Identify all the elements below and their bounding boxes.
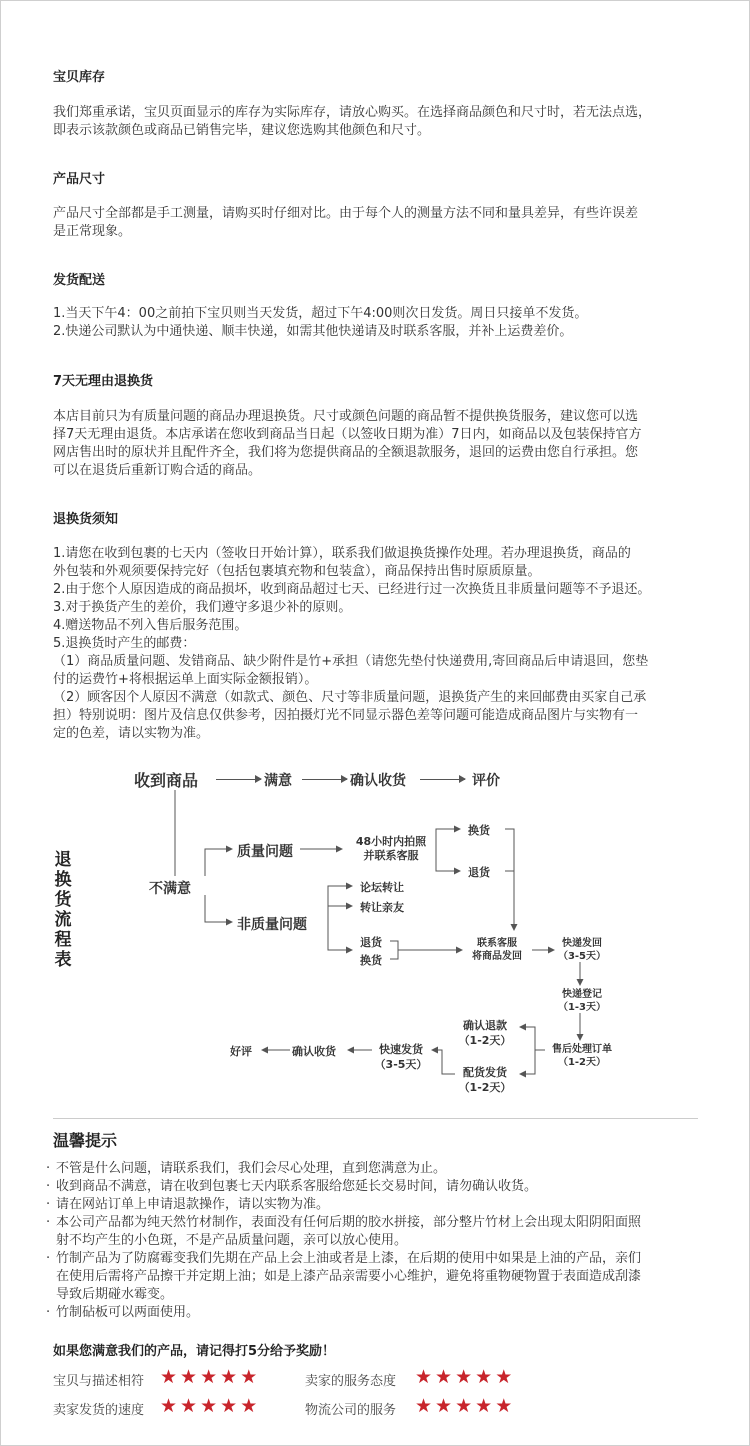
- rating-stars: [415, 1368, 515, 1387]
- flow-after-sale-label: 售后处理订单: [552, 1044, 612, 1055]
- tip-item: [44, 1250, 704, 1304]
- tip-item: [44, 1304, 704, 1322]
- tip-item: [44, 1178, 704, 1196]
- rating-stars: [160, 1368, 260, 1387]
- text-line: 是正常现象。: [53, 224, 132, 239]
- section-body-size: [53, 205, 698, 241]
- text-line: 1.当天下午4：00之前拍下宝贝则当天发货，超过下午4:00则次日发货。周日只接单不发货。: [53, 306, 588, 321]
- star-icon: ★: [415, 1395, 436, 1417]
- star-icon: ★: [475, 1366, 496, 1388]
- flow-satisfied: 满意: [264, 773, 292, 789]
- text-line: 外包装和外观须要保持完好（包括包裹填充物和包装盒），商品保持出售时原质原量。: [53, 564, 541, 579]
- flow-contact-cs: [462, 937, 532, 963]
- text-line: 本店目前只为有质量问题的商品办理退换货。尺寸或颜色问题的商品暂不提供换货服务，建议您可以选: [53, 409, 639, 424]
- star-icon: ★: [475, 1395, 496, 1417]
- flow-good-review: 好评: [230, 1045, 252, 1058]
- section-title-size: 产品尺寸: [53, 172, 106, 187]
- tip-line: · 收到商品不满意，请在收到包裹七天内联系客服给您延长交易时间，请勿确认收货。: [56, 1179, 538, 1194]
- tip-line: · 不管是什么问题，请联系我们，我们会尽心处理，直到您满意为止。: [56, 1161, 447, 1176]
- star-icon: ★: [240, 1395, 261, 1417]
- reward-text: 如果您满意我们的产品，请记得打5分给予奖励！: [53, 1344, 336, 1359]
- flow-confirm-receipt: 确认收货: [350, 773, 406, 789]
- text-line: 择7天无理由退货。本店承诺在您收到商品当日起（以签收日期为准）7日内，如商品以及包装保持官方: [53, 427, 642, 442]
- arrow-right: [216, 779, 261, 780]
- flow-express-register-days: （1-3天）: [557, 1002, 607, 1013]
- flow-return: 退货: [468, 866, 490, 879]
- text-line: 网店售出时的原状并且配件齐全，我们将为您提供商品的全额退款服务，退回的运费由您自行承担。您: [53, 445, 639, 460]
- section-title-stock: 宝贝库存: [53, 70, 106, 85]
- flow-express-send-days: （3-5天）: [557, 951, 607, 962]
- flow-confirm-receipt2: 确认收货: [292, 1045, 336, 1058]
- section-title-notice: 退换货须知: [53, 512, 119, 527]
- text-line: （2）顾客因个人原因不满意（如款式、颜色、尺寸等非质量问题，退换货产生的来回邮费由买家自己承: [53, 690, 647, 705]
- star-icon: ★: [180, 1395, 201, 1417]
- star-icon: ★: [455, 1366, 476, 1388]
- flow-photo-48h-line2: 并联系客服: [363, 849, 419, 862]
- flow-forum: 论坛转让: [360, 881, 404, 894]
- tip-line: · 竹制砧板可以两面使用。: [56, 1305, 200, 1320]
- tip-item: [44, 1160, 704, 1178]
- tip-line: · 本公司产品都为纯天然竹材制作，表面没有任何后期的胶水拼接，部分整片竹材上会出现太阳阴阳面照: [56, 1215, 642, 1230]
- flow-non-quality-issue: 非质量问题: [237, 917, 307, 933]
- star-icon: ★: [200, 1366, 221, 1388]
- flow-transfer: 转让亲友: [360, 901, 404, 914]
- flow-express-send-label: 快递发回: [562, 938, 602, 949]
- tip-line: 射不均产生的小色斑，不是产品质量问题，亲可以放心使用。: [56, 1233, 408, 1248]
- flow-exchange2: 换货: [360, 954, 382, 967]
- text-line: 5.退换货时产生的邮费：: [53, 636, 196, 651]
- flow-express-ship-days: （3-5天）: [374, 1058, 428, 1071]
- flow-title: 退换货流程表: [54, 850, 72, 970]
- arrow-right: [420, 779, 465, 780]
- flow-after-sale-days: （1-2天）: [557, 1057, 607, 1068]
- flow-photo-48h-line1: 48小时内拍照: [355, 835, 427, 848]
- text-line: 2.由于您个人原因造成的商品损坏，收到商品超过七天、已经进行过一次换货且非质量问题等不予退还。: [53, 582, 651, 597]
- text-line: 产品尺寸全部都是手工测量，请购买时仔细对比。由于每个人的测量方法不同和量具差异，有些许误差: [53, 206, 639, 221]
- flow-photo-48h: [348, 835, 434, 863]
- flow-received: 收到商品: [134, 771, 199, 790]
- flow-express-ship-label: 快速发货: [379, 1043, 423, 1056]
- star-icon: ★: [415, 1366, 436, 1388]
- flow-ship-replacement-days: （1-2天）: [458, 1081, 512, 1094]
- tip-line: · 请在网站订单上申请退款操作，请以实物为准。: [56, 1197, 330, 1212]
- tip-line: · 竹制产品为了防腐霉变我们先期在产品上会上油或者是上漆，在后期的使用中如果是上油的产品，亲们: [56, 1251, 642, 1266]
- star-icon: ★: [455, 1395, 476, 1417]
- flow-confirm-refund-label: 确认退款: [463, 1019, 507, 1032]
- star-icon: ★: [240, 1366, 261, 1388]
- rating-stars: [160, 1397, 260, 1416]
- rating-label: 物流公司的服务: [305, 1403, 397, 1418]
- section-title-shipping: 发货配送: [53, 273, 106, 288]
- flow-express-ship: [370, 1042, 432, 1072]
- tips-list: [44, 1160, 704, 1322]
- rating-label: 卖家的服务态度: [305, 1374, 397, 1389]
- flow-confirm-refund-days: （1-2天）: [458, 1034, 512, 1047]
- tip-item: [44, 1214, 704, 1250]
- rating-label: 卖家发货的速度: [53, 1403, 145, 1418]
- rating-label: 宝贝与描述相符: [53, 1374, 145, 1389]
- text-line: 定的色差，请以实物为准。: [53, 726, 210, 741]
- text-line: 3.对于换货产生的差价，我们遵守多退少补的原则。: [53, 600, 352, 615]
- flow-quality-issue: 质量问题: [237, 844, 293, 860]
- flow-contact-cs-line2: 将商品发回: [472, 951, 522, 962]
- text-line: 担）特别说明：图片及信息仅供参考，因拍摄灯光不同显示器色差等问题可能造成商品图片与实物有一: [53, 708, 639, 723]
- divider: [53, 1118, 698, 1119]
- flow-ship-replacement-label: 配货发货: [463, 1066, 507, 1079]
- section-body-return7: [53, 408, 698, 480]
- flow-confirm-refund: [452, 1018, 518, 1048]
- flow-contact-cs-line1: 联系客服: [477, 938, 517, 949]
- star-icon: ★: [495, 1366, 516, 1388]
- star-icon: ★: [160, 1366, 181, 1388]
- flow-express-register-label: 快递登记: [562, 989, 602, 1000]
- flow-review: 评价: [472, 773, 500, 789]
- flow-unsatisfied: 不满意: [149, 881, 191, 897]
- star-icon: ★: [495, 1395, 516, 1417]
- tip-line: 导致后期碰水霉变。: [56, 1287, 174, 1302]
- section-body-notice: [53, 545, 698, 743]
- flow-ship-replacement: [452, 1065, 518, 1095]
- star-icon: ★: [435, 1395, 456, 1417]
- section-title-return7: 7天无理由退换货: [53, 374, 154, 389]
- text-line: （1）商品质量问题、发错商品、缺少附件是竹+承担（请您先垫付快递费用,寄回商品后申请退回，您垫: [53, 654, 649, 669]
- text-line: 我们郑重承诺，宝贝页面显示的库存为实际库存，请放心购买。在选择商品颜色和尺寸时，若无法点选，: [53, 105, 652, 120]
- text-line: 即表示该款颜色或商品已销售完毕，建议您选购其他颜色和尺寸。: [53, 123, 431, 138]
- star-icon: ★: [200, 1395, 221, 1417]
- star-icon: ★: [160, 1395, 181, 1417]
- text-line: 2.快递公司默认为中通快递、顺丰快递，如需其他快递请及时联系客服，并补上运费差价。: [53, 324, 573, 339]
- star-icon: ★: [180, 1366, 201, 1388]
- star-icon: ★: [220, 1395, 241, 1417]
- tip-item: [44, 1196, 704, 1214]
- flow-exchange: 换货: [468, 824, 490, 837]
- flow-after-sale: [546, 1043, 618, 1069]
- flow-express-register: [554, 988, 610, 1014]
- text-line: 4.赠送物品不列入售后服务范围。: [53, 618, 248, 633]
- rating-stars: [415, 1397, 515, 1416]
- arrow-right: [302, 779, 347, 780]
- text-line: 付的运费竹+将根据运单上面实际金额报销）。: [53, 672, 318, 687]
- section-body-shipping: [53, 305, 698, 341]
- tip-line: 在使用后需将产品擦干并定期上油；如是上漆产品亲需要小心维护，避免将重物硬物置于表面造成刮漆: [56, 1269, 642, 1284]
- tips-title: 温馨提示: [53, 1131, 118, 1150]
- section-body-stock: [53, 104, 698, 140]
- flow-express-send: [554, 937, 610, 963]
- text-line: 1.请您在收到包裹的七天内（签收日开始计算），联系我们做退换货操作处理。若办理退换货，商品的: [53, 546, 631, 561]
- flow-return2: 退货: [360, 936, 382, 949]
- star-icon: ★: [435, 1366, 456, 1388]
- star-icon: ★: [220, 1366, 241, 1388]
- text-line: 可以在退货后重新订购合适的商品。: [53, 463, 262, 478]
